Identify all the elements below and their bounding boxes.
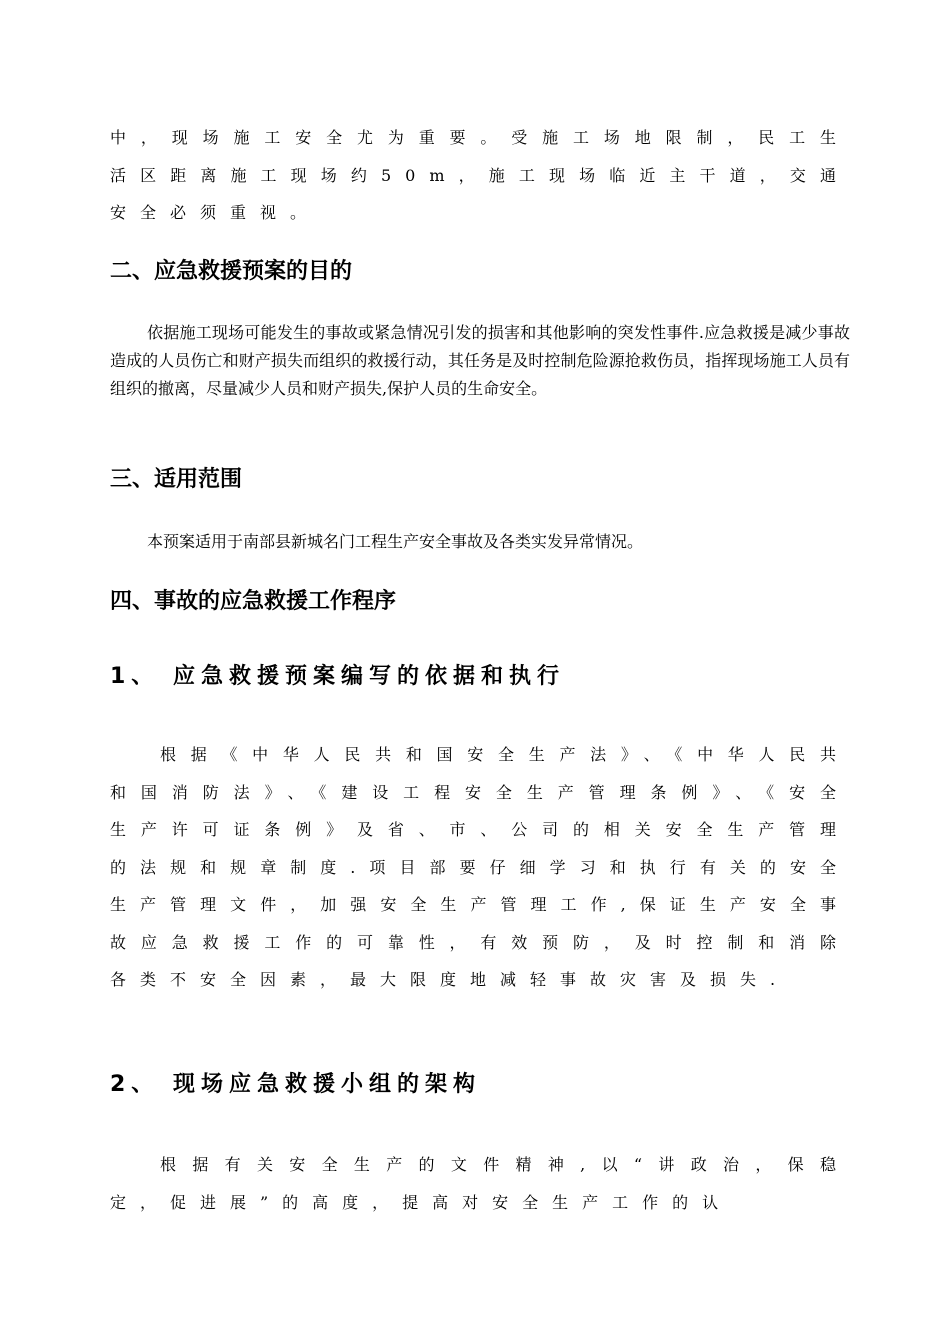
heading-text: 2、 现场应急救援小组的架构 (110, 1072, 481, 1097)
heading-text: 四、事故的应急救援工作程序 (110, 589, 397, 614)
intro-paragraph (110, 119, 850, 232)
section-heading-purpose (110, 258, 850, 286)
subheading-structure (110, 1071, 850, 1099)
scope-paragraph (110, 528, 850, 556)
structure-paragraph (110, 1146, 850, 1221)
purpose-paragraph (110, 319, 850, 403)
basis-paragraph (110, 736, 850, 999)
subheading-basis (110, 663, 850, 691)
intro-text: 中，现场施工安全尤为重要。受施工场地限制，民工生活区距离施工现场约50m，施工现场临近主干道，交通安全必须重视。 (110, 128, 850, 222)
section-heading-scope (110, 466, 850, 494)
basis-text: 根据《中华人民共和国安全生产法》、《中华人民共和国消防法》、《建设工程安全生产管理条例》、《安全生产许可证条例》及省、市、公司的相关安全生产管理的法规和规章制度.项目部要仔细学习和执行有关的安全生产管理文件，加强安全生产管理工作,保证生产安全事故应急救援工作的可靠性，有效预防，及时控制和消除各类不安全因素，最大限度地减轻事故灾害及损失. (110, 745, 850, 989)
heading-text: 三、适用范围 (110, 467, 243, 492)
purpose-text: 依据施工现场可能发生的事故或紧急情况引发的损害和其他影响的突发性事件.应急救援是减少事故造成的人员伤亡和财产损失而组织的救援行动，其任务是及时控制危险源抢救伤员，指挥现场施工人员有组织的撤离，尽量减少人员和财产损失,保护人员的生命安全。 (110, 323, 850, 398)
heading-text: 1、 应急救援预案编写的依据和执行 (110, 664, 565, 689)
structure-text: 根据有关安全生产的文件精神,以“讲政治，保稳定，促进展”的高度，提高对安全生产工作的认 (110, 1155, 850, 1212)
section-heading-procedure (110, 588, 850, 616)
heading-text: 二、应急救援预案的目的 (110, 259, 353, 284)
scope-text: 本预案适用于南部县新城名门工程生产安全事故及各类实发异常情况。 (147, 532, 644, 551)
